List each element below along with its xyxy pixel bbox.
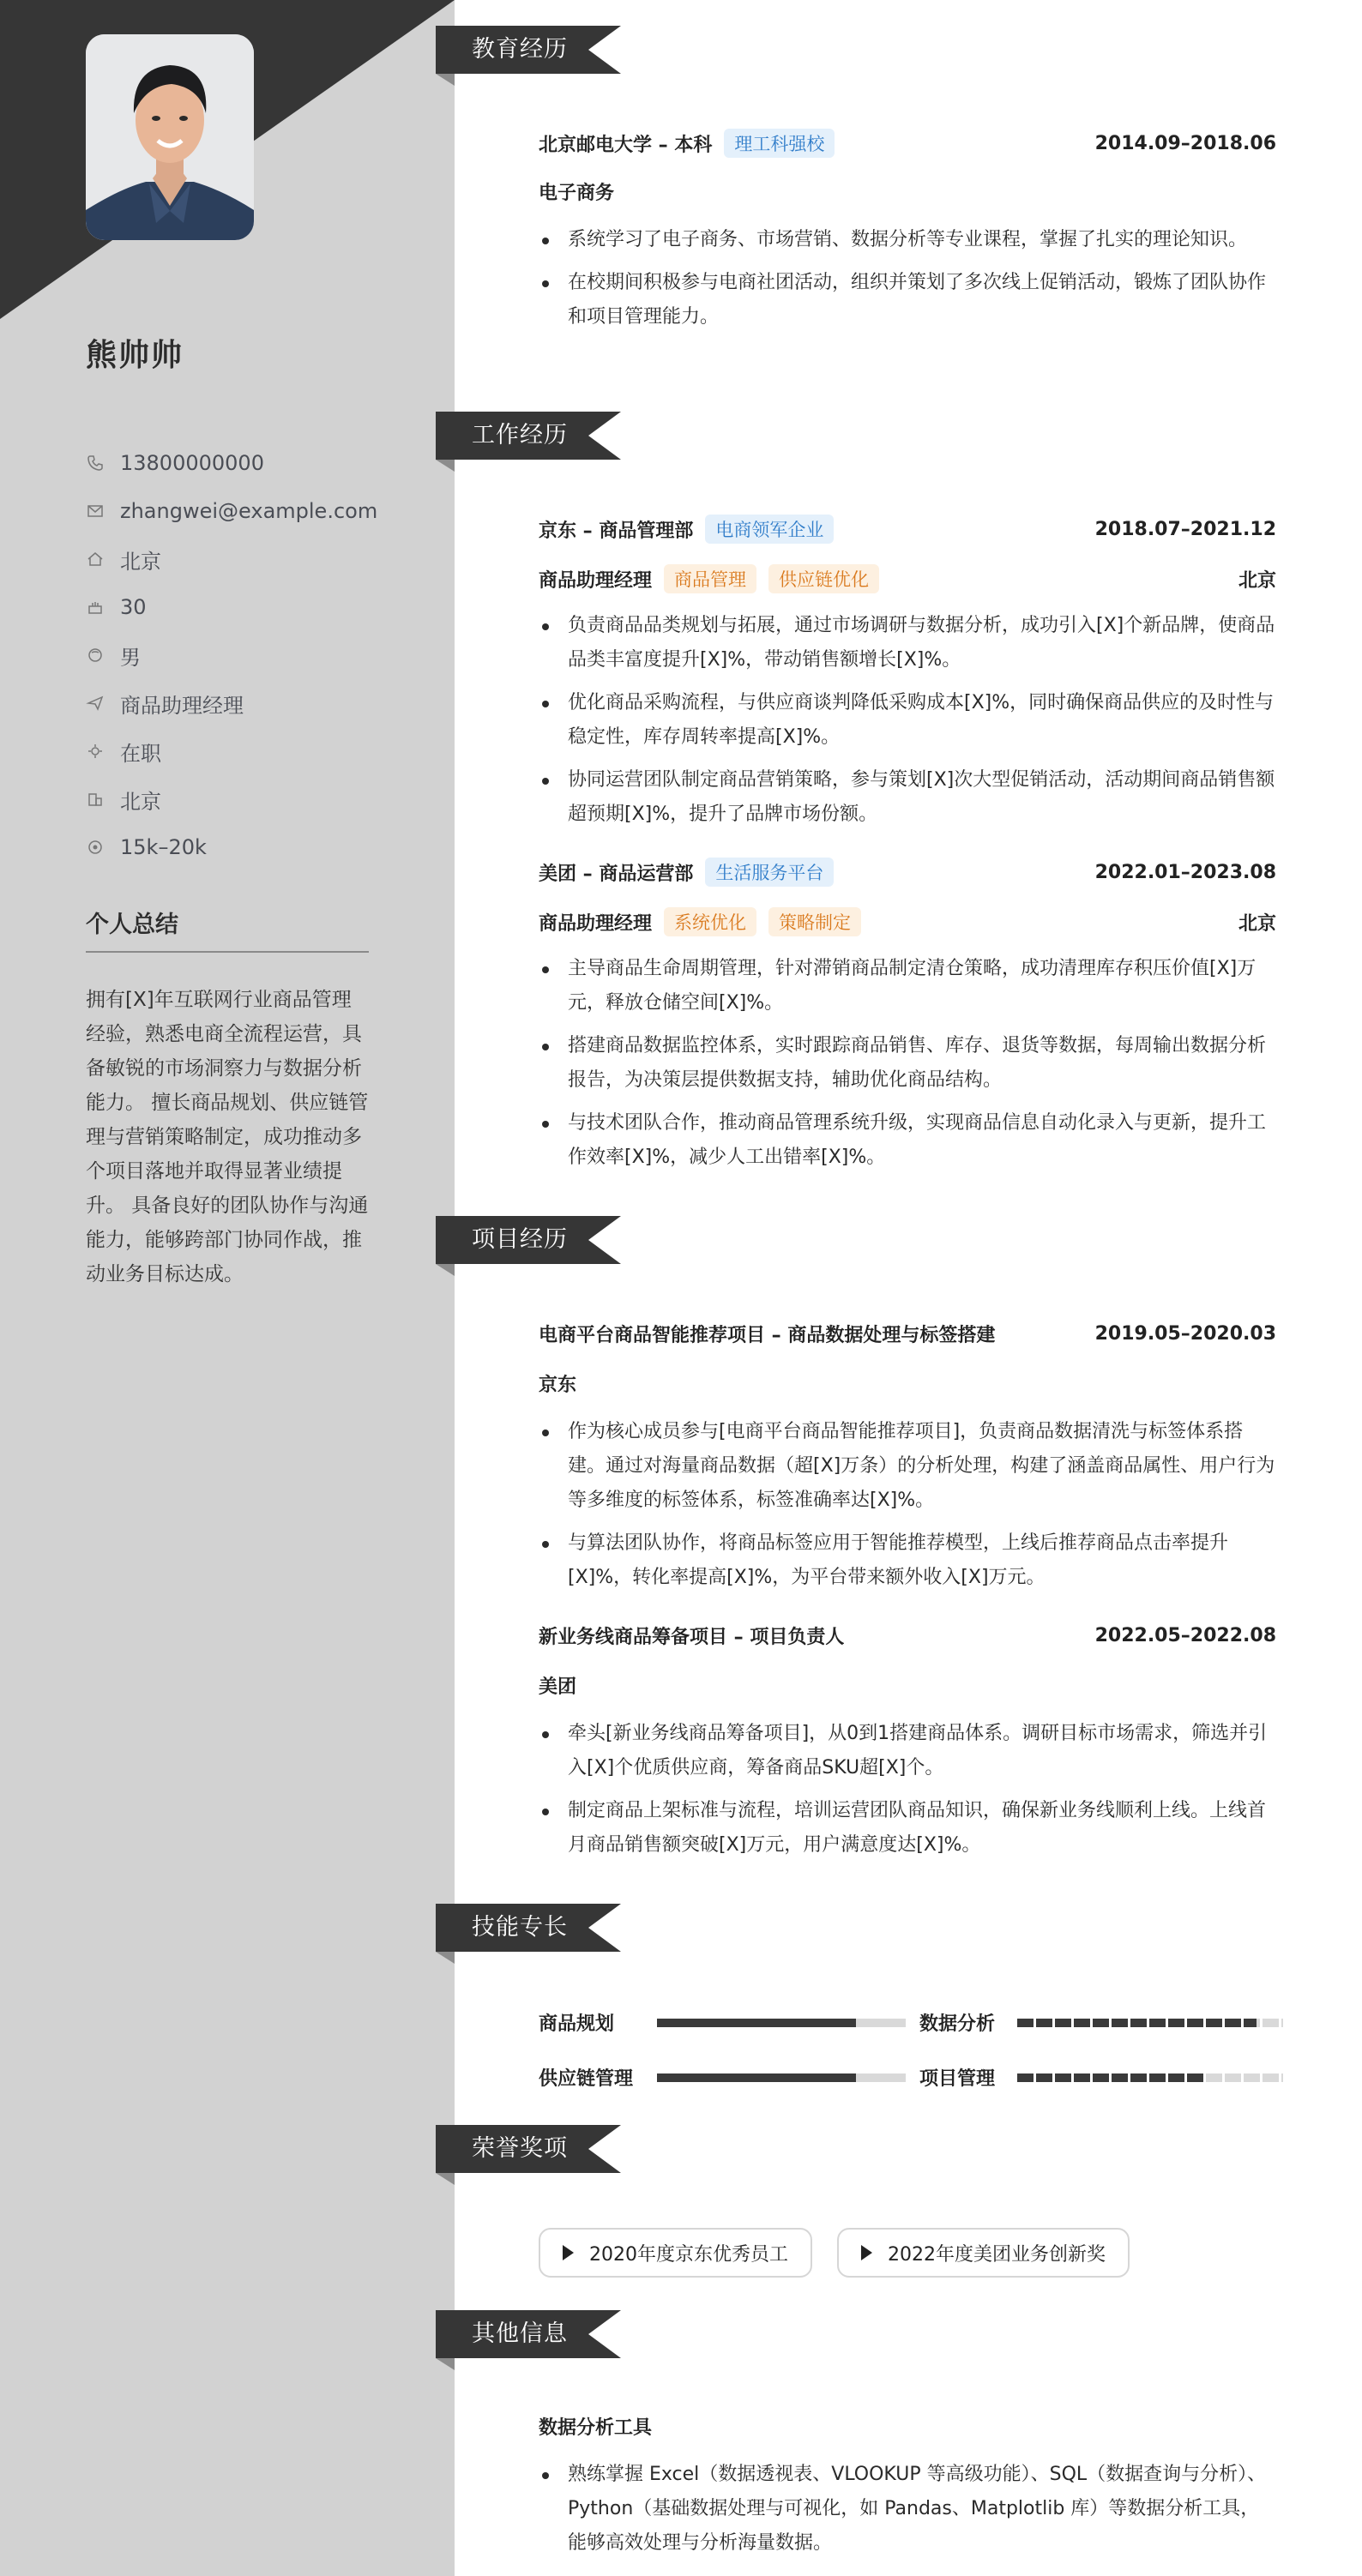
info-gender — [86, 631, 377, 679]
salary-icon — [86, 838, 105, 857]
project-header — [539, 1622, 1276, 1649]
list-item: 系统学习了电子商务、市场营销、数据分析等专业课程，掌握了扎实的理论知识。 — [539, 223, 1276, 257]
skill-bar — [1017, 2073, 1283, 2082]
education-header — [539, 129, 1276, 158]
skill-bar — [657, 2019, 906, 2027]
skill-bar-fill — [657, 2019, 856, 2027]
age-icon — [86, 598, 105, 617]
skill-bar-fill — [1017, 2073, 1203, 2082]
section-tag-education — [436, 26, 624, 91]
project-org: 美团 — [539, 1676, 577, 1698]
project-date: 2019.05–2020.03 — [1094, 1323, 1276, 1345]
award-chip — [837, 2228, 1130, 2278]
job-tag: 策略制定 — [768, 907, 861, 936]
skill-bar — [1017, 2019, 1283, 2027]
list-item: 协同运营团队制定商品营销策略，参与策划[X]次大型促销活动，活动期间商品销售额超预期[X]%，提升了品牌市场份额。 — [539, 763, 1276, 832]
job-bullets — [539, 952, 1276, 1183]
job-role-row — [539, 907, 1276, 936]
info-text: 北京 — [120, 789, 161, 814]
project-date: 2022.05–2022.08 — [1094, 1625, 1276, 1646]
section-title: 荣誉奖项 — [472, 2135, 568, 2162]
list-item: 制定商品上架标准与流程，培训运营团队商品知识，确保新业务线顺利上线。上线首月商品销售额突破[X]万元，用户满意度达[X]%。 — [539, 1794, 1276, 1863]
section-tag-projects — [436, 1216, 624, 1281]
play-icon — [861, 2245, 872, 2260]
skill-bar-fill — [1017, 2019, 1257, 2027]
list-item: 作为核心成员参与[电商平台商品智能推荐项目]，负责商品数据清洗与标签体系搭建。通过对海量商品数据（超[X]万条）的分析处理，构建了涵盖商品属性、用户行为等多维度的标签体系，标签准确率达[X]%。 — [539, 1415, 1276, 1518]
project-header — [539, 1321, 1276, 1347]
company-badge: 电商领军企业 — [705, 515, 834, 544]
info-text: zhangwei@example.com — [120, 499, 378, 523]
list-item: 负责商品品类规划与拓展，通过市场调研与数据分析，成功引入[X]个新品牌，使商品品类丰富度提升[X]%，带动销售额增长[X]%。 — [539, 609, 1276, 677]
job-date: 2022.01–2023.08 — [1094, 861, 1276, 883]
section-title: 其他信息 — [472, 2320, 568, 2347]
project-name: 新业务线商品筹备项目 – 项目负责人 — [539, 1627, 845, 1648]
education-bullets — [539, 223, 1276, 343]
school-badge: 理工科强校 — [724, 129, 835, 158]
info-text: 商品助理经理 — [120, 693, 244, 718]
job-city: 北京 — [1238, 569, 1276, 592]
job-header — [539, 515, 1276, 544]
candidate-name: 熊帅帅 — [86, 338, 184, 373]
section-title: 工作经历 — [472, 422, 568, 448]
job-tag: 商品管理 — [664, 564, 756, 593]
skill-name: 项目管理 — [919, 2068, 996, 2090]
info-position — [86, 679, 377, 727]
info-email — [86, 487, 377, 535]
project-org: 京东 — [539, 1375, 577, 1396]
job-role-row — [539, 564, 1276, 593]
job-bullets — [539, 609, 1276, 840]
education-date: 2014.09–2018.06 — [1094, 132, 1276, 154]
job-header — [539, 858, 1276, 887]
list-item: 与技术团队合作，推动商品管理系统升级，实现商品信息自动化录入与更新，提升工作效率[X]%，减少人工出错率[X]%。 — [539, 1106, 1276, 1175]
project-name: 电商平台商品智能推荐项目 – 商品数据处理与标签搭建 — [539, 1325, 996, 1346]
status-icon — [86, 742, 105, 761]
info-city — [86, 775, 377, 823]
info-text: 北京 — [120, 549, 161, 574]
city-icon — [86, 790, 105, 809]
job-tag: 系统优化 — [664, 907, 756, 936]
major: 电子商务 — [539, 183, 615, 204]
list-item: 主导商品生命周期管理，针对滞销商品制定清仓策略，成功清理库存积压价值[X]万元，释放仓储空间[X]%。 — [539, 952, 1276, 1020]
job-role: 商品助理经理 — [539, 569, 653, 592]
info-text: 男 — [120, 645, 141, 670]
school-name: 北京邮电大学 – 本科 — [539, 134, 713, 156]
section-title: 教育经历 — [472, 36, 568, 63]
section-tag-work — [436, 412, 624, 477]
project-org-row — [539, 1672, 1276, 1699]
skill-name: 数据分析 — [919, 2013, 996, 2035]
play-icon — [563, 2245, 574, 2260]
skill-name: 供应链管理 — [539, 2068, 634, 2090]
skill-name: 商品规划 — [539, 2013, 615, 2035]
list-item: 与算法团队协作，将商品标签应用于智能推荐模型，上线后推荐商品点击率提升[X]%，转化率提高[X]%，为平台带来额外收入[X]万元。 — [539, 1526, 1276, 1595]
info-text: 30 — [120, 595, 147, 619]
award-chip — [539, 2228, 812, 2278]
company-name: 美团 – 商品运营部 — [539, 863, 694, 885]
section-title: 技能专长 — [472, 1914, 568, 1941]
sidebar — [0, 0, 455, 2576]
section-tag-other — [436, 2310, 624, 2375]
other-bullets — [539, 2458, 1276, 2569]
section-tag-honors — [436, 2125, 624, 2190]
avatar — [86, 34, 254, 240]
list-item: 优化商品采购流程，与供应商谈判降低采购成本[X]%，同时确保商品供应的及时性与稳定性，库存周转率提高[X]%。 — [539, 686, 1276, 755]
info-status — [86, 727, 377, 775]
section-title: 项目经历 — [472, 1226, 568, 1253]
email-icon — [86, 502, 105, 521]
other-subtitle: 数据分析工具 — [539, 2417, 653, 2439]
job-tag: 供应链优化 — [768, 564, 879, 593]
phone-icon — [86, 454, 105, 472]
contact-info-list — [86, 439, 377, 871]
info-age — [86, 583, 377, 631]
list-item: 熟练掌握 Excel（数据透视表、VLOOKUP 等高级功能）、SQL（数据查询与分析）、Python（基础数据处理与可视化，如 Pandas、Matplotlib 库）等数据分析工具，能够高效处理与分析海量数据。 — [539, 2458, 1276, 2561]
project-bullets — [539, 1415, 1276, 1604]
company-badge: 生活服务平台 — [705, 858, 834, 887]
summary-title: 个人总结 — [86, 912, 178, 938]
education-major-row — [539, 178, 1276, 205]
summary-text: 拥有[X]年互联网行业商品管理经验，熟悉电商全流程运营，具备敏锐的市场洞察力与数据分析能力。 擅长商品规划、供应链管理与营销策略制定，成功推动多个项目落地并取得显著业绩提升。 具备良好的团队协作与沟通能力，能够跨部门协同作战，推动业务目标达成。 — [86, 989, 369, 1285]
info-text: 13800000000 — [120, 451, 264, 475]
info-text: 在职 — [120, 741, 161, 766]
project-org-row — [539, 1370, 1276, 1397]
send-icon — [86, 694, 105, 713]
summary-divider — [86, 951, 369, 953]
award-text: 2022年度美团业务创新奖 — [888, 2243, 1106, 2266]
info-text: 15k–20k — [120, 835, 207, 859]
info-salary — [86, 823, 377, 871]
list-item: 在校期间积极参与电商社团活动，组织并策划了多次线上促销活动，锻炼了团队协作和项目管理能力。 — [539, 266, 1276, 334]
job-date: 2018.07–2021.12 — [1094, 518, 1276, 540]
skill-bar — [657, 2073, 906, 2082]
skill-bar-fill — [657, 2073, 856, 2082]
gender-icon — [86, 646, 105, 665]
other-subtitle-row — [539, 2413, 1276, 2440]
company-name: 京东 – 商品管理部 — [539, 520, 694, 542]
list-item: 牵头[新业务线商品筹备项目]，从0到1搭建商品体系。调研目标市场需求，筛选并引入[X]个优质供应商，筹备商品SKU超[X]个。 — [539, 1717, 1276, 1785]
project-bullets — [539, 1717, 1276, 1871]
job-city: 北京 — [1238, 912, 1276, 935]
award-text: 2020年度京东优秀员工 — [589, 2243, 788, 2266]
home-icon — [86, 550, 105, 569]
info-phone — [86, 439, 377, 487]
list-item: 搭建商品数据监控体系，实时跟踪商品销售、库存、退货等数据，每周输出数据分析报告，为决策层提供数据支持，辅助优化商品结构。 — [539, 1029, 1276, 1098]
section-tag-skills — [436, 1904, 624, 1969]
job-role: 商品助理经理 — [539, 912, 653, 935]
info-location — [86, 535, 377, 583]
